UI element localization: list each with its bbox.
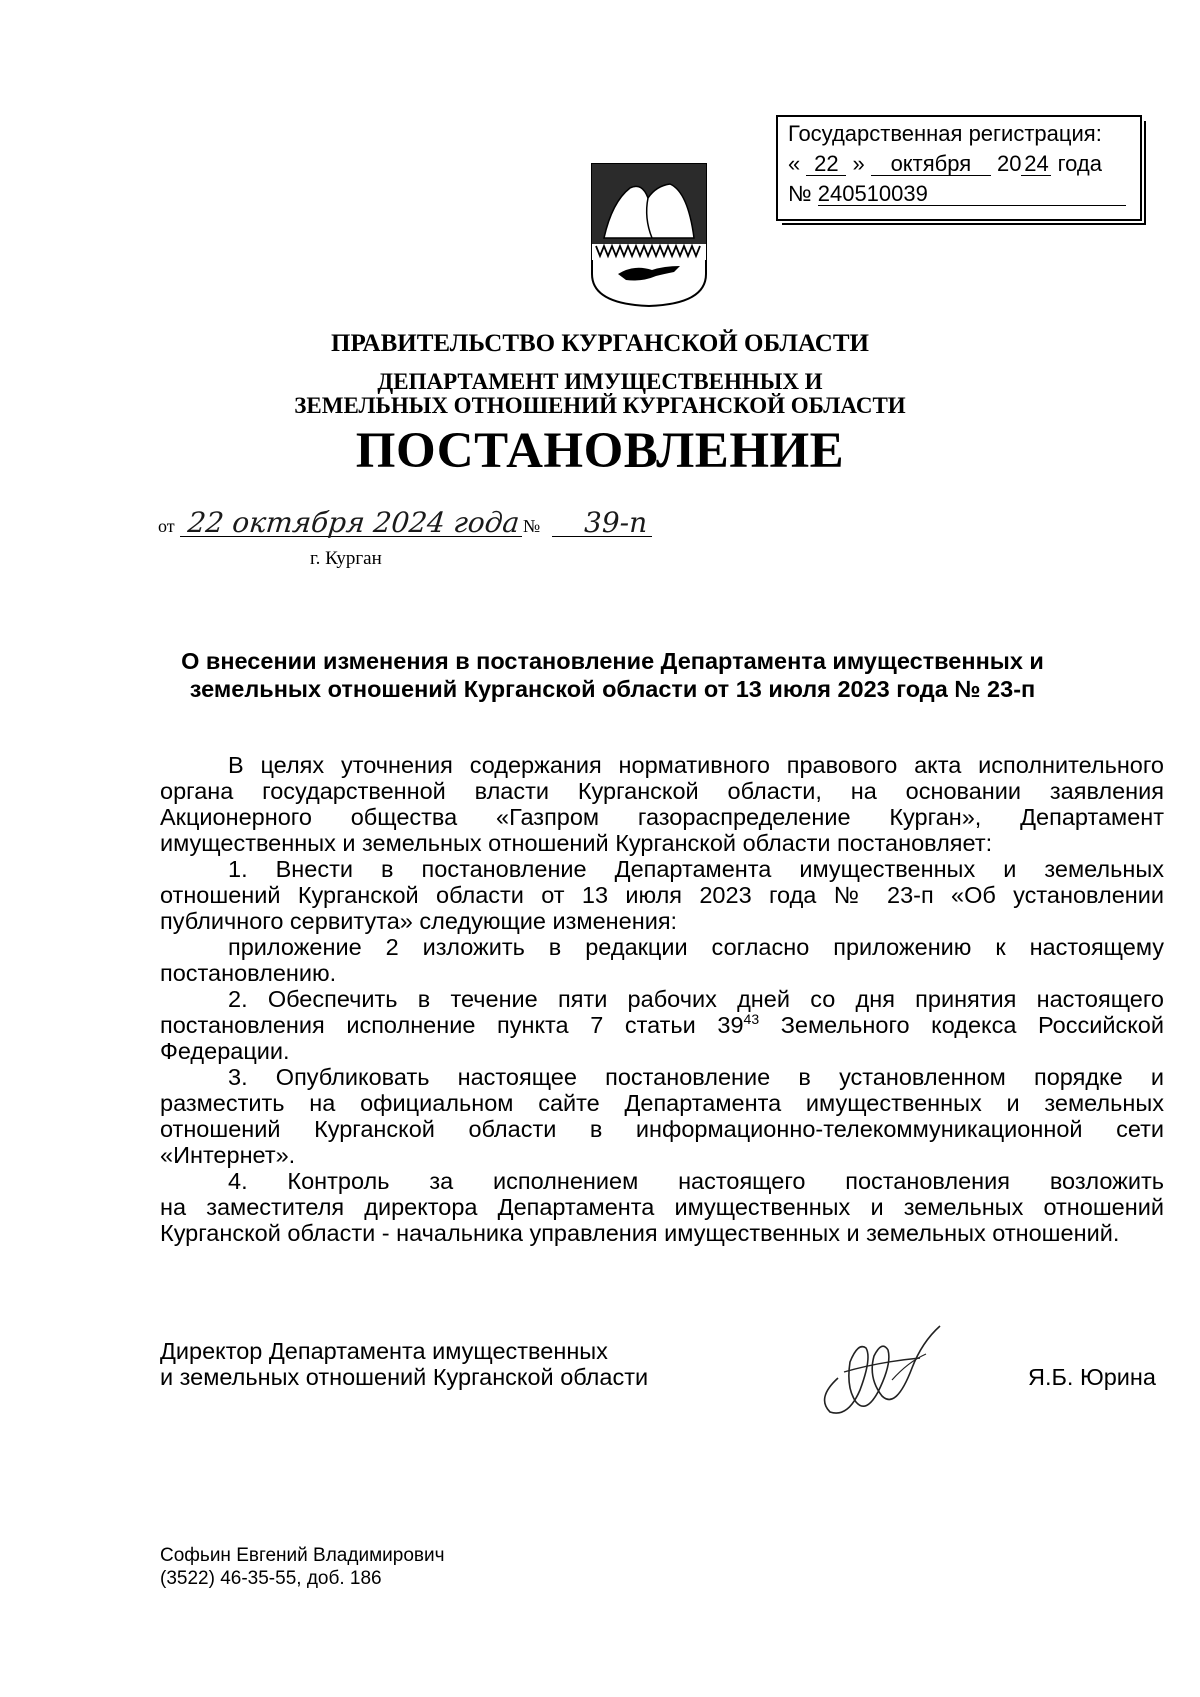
item-1-line: 1. Внести в постановление Департамента имущественных и земельных [228,856,1164,882]
paragraph-1-line: В целях уточнения содержания нормативного правового акта исполнительного [228,752,1164,778]
signatory-position: Директор Департамента имущественных и земельных отношений Курганской области [160,1338,649,1390]
item-2-line: постановления исполнение пункта 7 статьи $39^{43}$ Земельного кодекса Российской [160,1011,1164,1038]
contact-phone: (3522) 46-35-55, доб. 186 [160,1568,382,1589]
item-2-line: 2. Обеспечить в течение пяти рабочих дней со дня принятия настоящего [228,986,1164,1012]
department-name: ДЕПАРТАМЕНТ ИМУЩЕСТВЕННЫХ И ЗЕМЕЛЬНЫХ ОТНОШЕНИЙ КУРГАНСКОЙ ОБЛАСТИ [294,369,906,418]
item-2-line: Федерации. [160,1038,290,1064]
registration-stamp [776,115,1142,221]
document-type-title: ПОСТАНОВЛЕНИЕ [355,423,845,479]
paragraph-1-line: Акционерного общества «Газпром газораспределение Курган», Департамент [160,804,1164,830]
city-label: г. Курган [310,548,382,569]
contact-block [160,1544,445,1590]
item-4-line: 4. Контроль за исполнением настоящего постановления возложить [228,1168,1164,1194]
registration-date: « 22 » октября 20 24 года [788,151,1102,176]
handwritten-signature [808,1318,948,1424]
registration-day: 22 [806,153,846,176]
item-1-line: отношений Курганской области от 13 июля 2023 года № 23-п «Об установлении [160,882,1164,908]
item-3-line: «Интернет». [160,1142,296,1168]
item-3-line: отношений Курганской области в информационно-телекоммуникационной сети [160,1116,1164,1142]
item-4-line: Курганской области - начальника управления имущественных и земельных отношений. [160,1220,1120,1246]
registration-number-value: 240510039 [818,183,1126,206]
registration-month: октября [871,153,991,176]
government-name: ПРАВИТЕЛЬСТВО КУРГАНСКОЙ ОБЛАСТИ [331,330,869,357]
paragraph-1-line: органа государственной власти Курганской области, на основании заявления [160,778,1164,804]
signatory-name: Я.Б. Юрина [1028,1364,1156,1390]
handwritten-number: 39-п [584,506,648,539]
paragraph-1-line: имущественных и земельных отношений Курганской области постановляет: [160,830,993,856]
registration-title: Государственная регистрация: [788,121,1102,146]
handwritten-date: 22 октября 2024 года [186,506,521,539]
date-from-label: от [158,516,175,536]
item-1-sub-line: приложение 2 изложить в редакции согласно приложению к настоящему [228,934,1164,960]
item-1-sub-line: постановлению. [160,960,337,986]
item-3-line: разместить на официальном сайте Департамента имущественных и земельных [160,1090,1164,1116]
document-subject-title: О внесении изменения в постановление Департамента имущественных и земельных отношений Курганской области от 13 июля 2023 года № 23-п [181,648,1044,702]
item-3-line: 3. Опубликовать настоящее постановление в установленном порядке и [228,1064,1164,1090]
item-1-line: публичного сервитута» следующие изменения: [160,908,678,934]
item-4-line: на заместителя директора Департамента имущественных и земельных отношений [160,1194,1164,1220]
registration-year: 24 [1021,153,1051,176]
document-body [160,752,1164,1246]
registration-number: № 240510039 [788,181,1126,207]
date-number-label: № [523,516,541,536]
contact-name: Софьин Евгений Владимирович [160,1545,445,1566]
coat-of-arms-emblem [590,162,708,308]
